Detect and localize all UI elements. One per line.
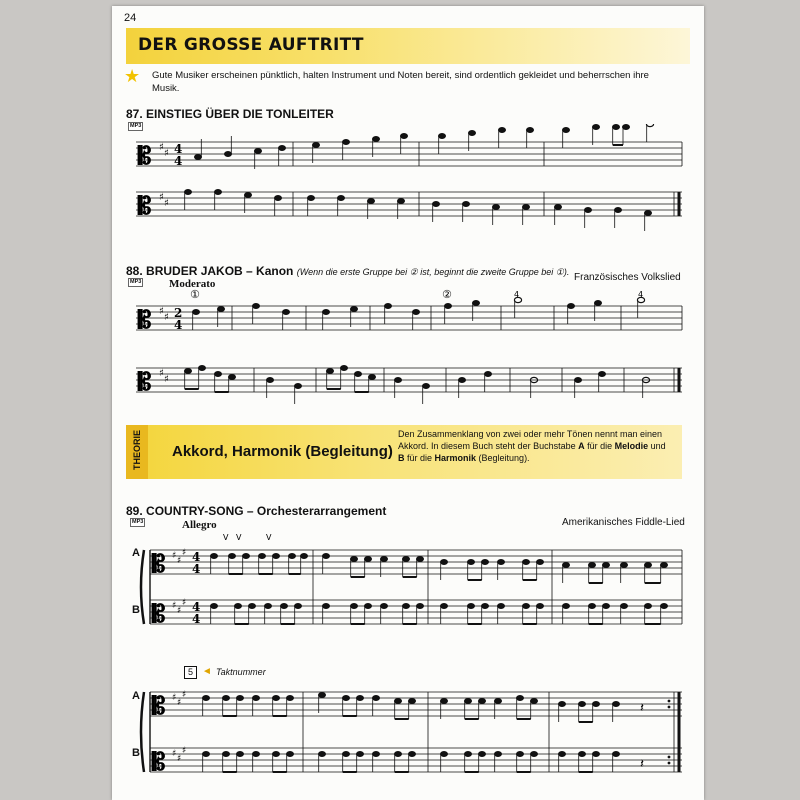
exercise-88-subtitle: (Wenn die erste Gruppe bei ② ist, beginnt die zweite Gruppe bei ①).: [296, 267, 570, 277]
exercise-88-heading: [126, 264, 569, 278]
svg-text:4: 4: [192, 550, 201, 564]
measure-number-box: 5: [184, 666, 197, 679]
page-title: DER GROSSE AUFTRITT: [138, 35, 364, 55]
theory-tab: [126, 425, 148, 479]
exercise-87-number: 87.: [126, 107, 143, 121]
svg-text:𝄡: 𝄡: [138, 191, 152, 220]
svg-text:𝄡: 𝄡: [152, 747, 166, 776]
svg-text:V: V: [266, 533, 272, 542]
svg-text:𝄡: 𝄡: [138, 305, 152, 334]
star-icon: ★: [124, 66, 141, 86]
svg-text:♯: ♯: [159, 192, 164, 203]
svg-text:♯: ♯: [172, 601, 177, 611]
part-label-b: B: [132, 604, 140, 616]
theory-text-part: und: [648, 441, 666, 451]
mp3-icon: MP3: [130, 123, 142, 129]
svg-text:♯: ♯: [172, 551, 177, 561]
svg-text:♯: ♯: [182, 548, 187, 558]
svg-text:♯: ♯: [159, 368, 164, 379]
svg-text:♯: ♯: [177, 556, 182, 566]
svg-text:♯: ♯: [164, 374, 169, 385]
exercise-89-score-system-2: [126, 670, 686, 782]
theory-box: [126, 425, 682, 479]
svg-text:4: 4: [192, 562, 201, 576]
tempo-marking: Moderato: [169, 278, 216, 290]
intro-text: Gute Musiker erscheinen pünktlich, halten Instrument und Noten bereit, sind ordentlich gekleidet und beherrschen ihre Musik.: [152, 70, 649, 94]
svg-text:4: 4: [192, 612, 201, 626]
exercise-87-score: [126, 124, 686, 234]
exercise-88-title: BRUDER JAKOB – Kanon: [146, 264, 294, 278]
part-label-a: A: [132, 690, 140, 702]
svg-text:4: 4: [192, 600, 201, 614]
exercise-89-number: 89.: [126, 504, 143, 518]
svg-text:♯: ♯: [177, 698, 182, 708]
svg-text:②: ②: [442, 288, 452, 301]
part-label-a: A: [132, 547, 140, 559]
svg-text:♯: ♯: [172, 749, 177, 759]
music-book-page: [112, 6, 704, 800]
svg-text:4: 4: [514, 290, 520, 299]
svg-text:♯: ♯: [172, 693, 177, 703]
composer-credit: Amerikanisches Fiddle-Lied: [562, 517, 685, 528]
svg-text:♯: ♯: [182, 598, 187, 608]
svg-text:V: V: [236, 533, 242, 542]
title-banner: [126, 28, 690, 64]
theory-bold-melodie: Melodie: [614, 441, 649, 451]
theory-tab-label: THEORIE: [132, 430, 142, 471]
measure-number-hint: Taktnummer: [216, 667, 266, 677]
theory-title: Akkord, Harmonik (Begleitung): [172, 443, 393, 460]
theory-bold-a: A: [578, 441, 585, 451]
arrow-left-icon: ◄: [202, 666, 212, 677]
exercise-87-title: EINSTIEG ÜBER DIE TONLEITER: [146, 107, 334, 121]
exercise-89-heading: [126, 504, 386, 518]
svg-text:♯: ♯: [164, 198, 169, 209]
theory-bold-harmonik: Harmonik: [434, 453, 477, 463]
svg-text:♯: ♯: [182, 690, 187, 700]
svg-text:V: V: [223, 533, 229, 542]
theory-bold-b: B: [398, 453, 405, 463]
svg-text:𝄡: 𝄡: [152, 599, 166, 628]
mp3-icon: MP3: [130, 279, 142, 285]
svg-text:♯: ♯: [177, 606, 182, 616]
exercise-88-number: 88.: [126, 264, 143, 278]
theory-text-part: für die: [404, 453, 435, 463]
svg-text:♯: ♯: [164, 312, 169, 323]
svg-text:4: 4: [174, 154, 183, 168]
part-label-b: B: [132, 747, 140, 759]
svg-text:♯: ♯: [164, 148, 169, 159]
svg-text:𝄡: 𝄡: [138, 141, 152, 170]
page-number: 24: [124, 12, 137, 24]
svg-text:𝄽: 𝄽: [640, 701, 644, 716]
exercise-88-score: [126, 288, 686, 408]
svg-text:4: 4: [174, 142, 183, 156]
svg-text:𝄽: 𝄽: [640, 757, 644, 772]
composer-credit: Französisches Volkslied: [574, 272, 681, 283]
theory-text-part: Den Zusammenklang von zwei oder mehr Tönen nennt man einen Akkord. In diesem Buch steht der Buchstabe: [398, 429, 662, 451]
exercise-89-title: COUNTRY-SONG – Orchesterarrangement: [146, 504, 387, 518]
svg-text:①: ①: [190, 288, 200, 301]
theory-text: [398, 428, 680, 464]
svg-text:♯: ♯: [159, 142, 164, 153]
theory-text-part: für die: [584, 441, 615, 451]
svg-text:𝄡: 𝄡: [138, 367, 152, 396]
svg-text:2: 2: [174, 306, 183, 320]
exercise-89-score-system-1: [126, 526, 686, 636]
theory-text-part: (Begleitung).: [476, 453, 530, 463]
svg-text:4: 4: [174, 318, 183, 332]
svg-text:4: 4: [638, 290, 644, 299]
svg-text:𝄡: 𝄡: [152, 691, 166, 720]
mp3-icon: MP3: [132, 519, 144, 525]
svg-text:♯: ♯: [177, 754, 182, 764]
tempo-marking: Allegro: [182, 519, 217, 531]
svg-text:♯: ♯: [182, 746, 187, 756]
exercise-87-heading: [126, 107, 334, 121]
svg-text:𝄡: 𝄡: [152, 549, 166, 578]
svg-text:♯: ♯: [159, 306, 164, 317]
